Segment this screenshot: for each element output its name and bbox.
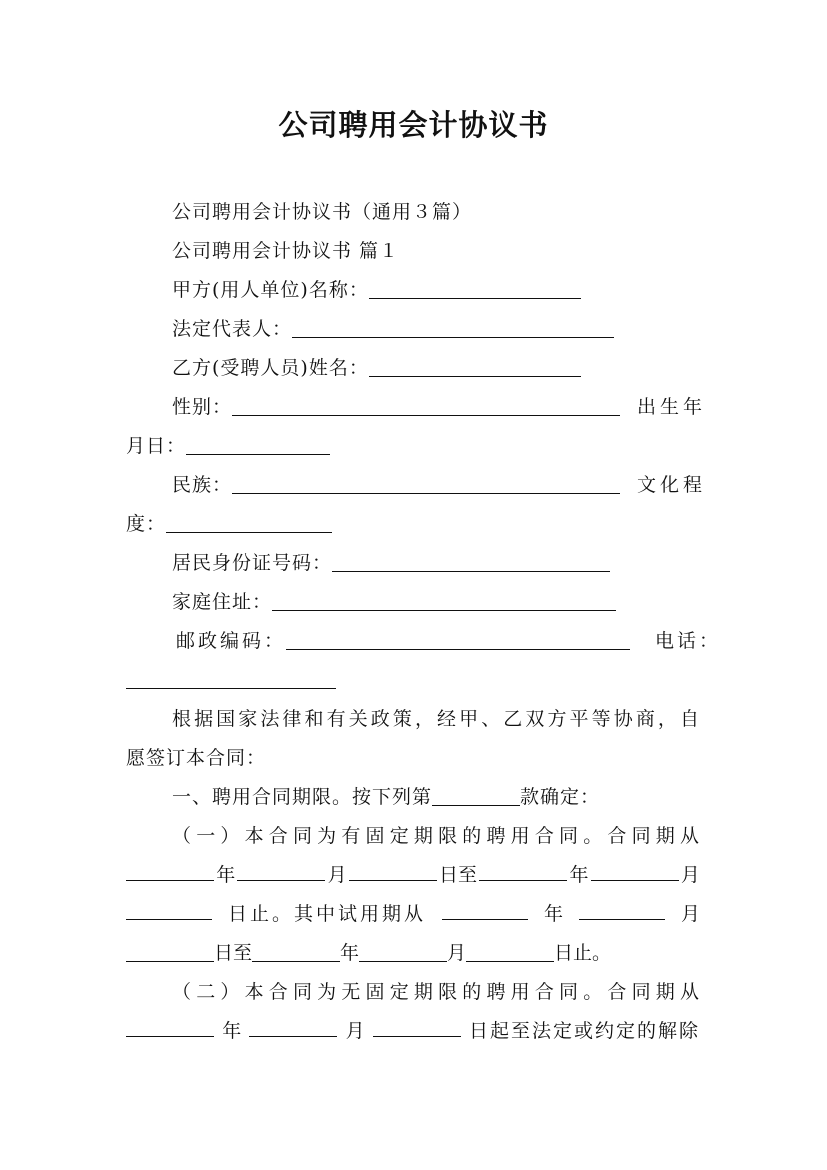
legal-rep-label: 法定代表人： (172, 318, 293, 340)
month-label: 月 (447, 942, 467, 964)
probation-end-month-blank[interactable] (359, 943, 447, 962)
unfixed-start-month-blank[interactable] (249, 1018, 337, 1037)
part-heading: 公司聘用会计协议书 篇１ (172, 240, 400, 262)
id-number-blank[interactable] (332, 553, 610, 572)
party-a-line (172, 277, 581, 303)
year-label: 年 (222, 1020, 242, 1042)
fixed-start-year-blank[interactable] (126, 862, 214, 881)
probation-start-year-blank[interactable] (442, 901, 528, 920)
party-a-label: 甲方(用人单位)名称： (172, 279, 369, 301)
education-label-part1: 文化程 (637, 474, 707, 496)
address-blank[interactable] (272, 592, 616, 611)
intro-line-2: 愿签订本合同： (126, 747, 267, 769)
id-number-line (172, 550, 610, 576)
clause-1-suffix: 款确定： (520, 786, 601, 808)
education-blank[interactable] (166, 514, 332, 533)
clause-1-label: 一、聘用合同期限。按下列第 (172, 786, 433, 808)
gender-label: 性别： (172, 396, 233, 418)
ethnicity-label: 民族： (172, 474, 233, 496)
year-label: 年 (340, 942, 360, 964)
month-label: 月 (345, 1020, 365, 1042)
ethnicity-blank[interactable] (232, 475, 620, 494)
gender-blank[interactable] (232, 397, 620, 416)
phone-label: 电话： (655, 630, 722, 652)
month-label: 月 (680, 864, 700, 886)
education-label-part2: 度： (126, 513, 167, 535)
probation-label: 日止。其中试用期从 (227, 903, 426, 925)
day-to-label: 日至 (214, 942, 253, 964)
probation-end-year-blank[interactable] (252, 943, 340, 962)
probation-start-day-blank[interactable] (126, 943, 214, 962)
party-b-blank[interactable] (369, 358, 581, 377)
fixed-end-day-blank[interactable] (126, 901, 212, 920)
legal-rep-line (172, 316, 614, 342)
party-a-blank[interactable] (369, 280, 581, 299)
address-label: 家庭住址： (172, 591, 273, 613)
postcode-label: 邮政编码： (176, 630, 287, 652)
unfixed-suffix: 日起至法定或约定的解除 (468, 1020, 700, 1042)
fixed-end-year-blank[interactable] (479, 862, 567, 881)
clause-1-line (172, 784, 600, 810)
month-label: 月 (327, 864, 347, 886)
gender-line (172, 394, 620, 420)
phone-line (126, 667, 336, 693)
postcode-blank[interactable] (286, 631, 630, 650)
legal-rep-blank[interactable] (292, 319, 614, 338)
education-line (126, 511, 332, 537)
address-line (172, 589, 616, 615)
party-b-label: 乙方(受聘人员)姓名： (172, 357, 369, 379)
fixed-start-month-blank[interactable] (237, 862, 325, 881)
intro-line-1: 根据国家法律和有关政策，经甲、乙双方平等协商，自 (172, 708, 700, 730)
birth-label-part1: 出生年 (637, 396, 707, 418)
fixed-end-month-blank[interactable] (591, 862, 679, 881)
fixed-start-day-blank[interactable] (349, 862, 437, 881)
month-label: 月 (680, 903, 700, 925)
unfixed-start-day-blank[interactable] (373, 1018, 461, 1037)
unfixed-term-line-1: （二）本合同为无固定期限的聘用合同。合同期从 (172, 981, 700, 1003)
day-to-label: 日至 (439, 864, 478, 886)
probation-end-day-blank[interactable] (466, 943, 554, 962)
id-number-label: 居民身份证号码： (172, 552, 333, 574)
birth-line (126, 433, 330, 459)
birth-blank[interactable] (186, 436, 330, 455)
phone-blank[interactable] (126, 670, 336, 689)
clause-1-blank[interactable] (432, 787, 520, 806)
probation-start-month-blank[interactable] (579, 901, 665, 920)
subtitle: 公司聘用会计协议书（通用３篇） (172, 201, 473, 223)
fixed-term-line-1: （一）本合同为有固定期限的聘用合同。合同期从 (172, 825, 700, 847)
fixed-term-line-4 (126, 940, 611, 966)
year-label: 年 (543, 903, 563, 925)
document-title: 公司聘用会计协议书 (278, 108, 549, 142)
year-label: 年 (569, 864, 589, 886)
ethnicity-line (172, 472, 620, 498)
year-label: 年 (216, 864, 236, 886)
party-b-line (172, 355, 581, 381)
birth-label-part2: 月日： (126, 435, 187, 457)
unfixed-term-line-2 (126, 1018, 700, 1044)
unfixed-start-year-blank[interactable] (126, 1018, 214, 1037)
day-end-label: 日止。 (554, 942, 612, 964)
fixed-term-line-3 (126, 901, 700, 927)
postcode-line (176, 628, 630, 654)
fixed-term-line-2 (126, 862, 700, 888)
